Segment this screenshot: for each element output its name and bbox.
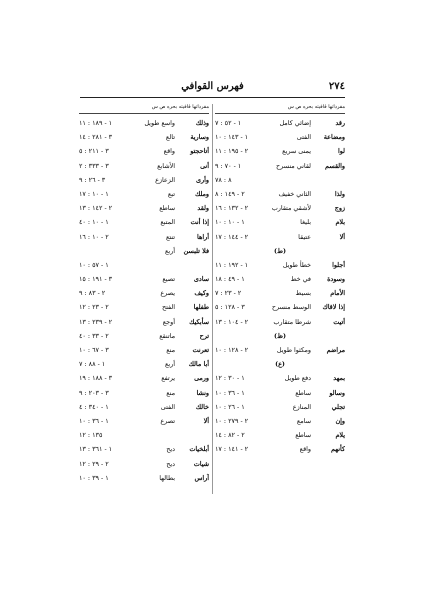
entry-word: طفلها (193, 303, 209, 312)
index-row (215, 300, 345, 314)
entry-word: سأبكيك (189, 317, 209, 326)
entry-word: وسارية (190, 133, 209, 142)
index-row (79, 244, 209, 258)
index-row (79, 159, 209, 173)
entry-rhyme: واسع طويل (144, 119, 175, 127)
entry-word: أنى (200, 161, 209, 170)
entry-reference: ٣ - ٦٧ : ١٠ (79, 346, 109, 354)
entry-reference: ٣ - ٢٦ : ٩ (79, 175, 106, 184)
entry-word: شيات (193, 459, 209, 468)
entry-reference: ١ - ١٨٩ : ١١ (79, 119, 113, 127)
index-row (79, 201, 209, 215)
entry-reference: ١ - ١٩٢ : ١١ (215, 260, 249, 269)
entry-word: بمهد (333, 374, 345, 383)
entry-reference: ٢ - ١٠ : ١٦ (79, 232, 109, 241)
entry-rhyme: تبع (167, 189, 175, 198)
entry-rhyme: ديح (166, 445, 175, 454)
entry-reference: ٢ - ١٠٤ : ١٣ (215, 317, 249, 326)
entry-rhyme: شرطا متقارب (273, 317, 311, 326)
entry-word: أتيت (333, 317, 345, 326)
entry-word: خالك (195, 402, 209, 411)
entry-rhyme: واقع (299, 445, 311, 454)
entry-word: زوج (334, 204, 345, 213)
index-row (215, 286, 345, 300)
index-row (79, 315, 209, 329)
entry-word: وملك (194, 189, 209, 198)
entry-reference: ١ - ١٠ : ١٧ (79, 189, 109, 198)
entry-rhyme: الفتى (296, 133, 311, 142)
entry-reference: ٢ - ١٢٨ : ١٠ (215, 346, 249, 354)
entry-word: يلام (335, 431, 345, 440)
entry-rhyme: الوسط منسرح (271, 303, 311, 312)
entry-rhyme: الثاني خفيف (278, 189, 311, 198)
entry-word: ألا (203, 416, 209, 425)
entry-word (179, 258, 209, 272)
entry-rhyme: ساطع (295, 388, 311, 397)
entry-rhyme: يصرع (160, 289, 175, 298)
entry-word: تجلي (331, 402, 345, 411)
entry-reference: ٢ - ٢٧٩ : ١٠ (215, 416, 249, 425)
entry-rhyme: خطأ طويل (282, 260, 311, 269)
entry-rhyme: دفع طويل (284, 374, 311, 383)
entry-rhyme: المتبع (160, 218, 175, 227)
entry-word: وذلك (195, 119, 209, 127)
entry-reference: ٢ - ٨٣ : ٩ (79, 289, 106, 298)
rows-left (79, 116, 209, 485)
column-header: مفرداتها قافيته بحره ص س (79, 104, 209, 114)
index-row (215, 343, 345, 357)
entry-rhyme: أربع (164, 246, 175, 255)
entry-reference: ٢ - ٣٣ : ٤٠ (79, 331, 109, 340)
index-row (79, 272, 209, 286)
entry-word: ألا (339, 232, 345, 241)
entry-reference: ٢ - ١٤٩ : ٨ (215, 189, 245, 198)
index-column-right (215, 104, 345, 494)
index-row (215, 230, 345, 244)
index-row (79, 300, 209, 314)
entry-reference: ١ - ٣٦ : ١٠ (79, 416, 109, 425)
entry-reference: ٢ - ١٣٢ : ١٦ (215, 204, 249, 213)
entry-rhyme: ساطع (159, 204, 175, 213)
entry-reference: ١ - ٣٠ : ١٢ (215, 374, 245, 383)
entry-rhyme: المنازع (292, 402, 311, 411)
entry-word: ومضاعة (323, 133, 345, 142)
entry-reference: ١ - ٥٢ : ٧ (215, 119, 242, 127)
entry-reference: ١ - ١٤٣ : ١٠ (215, 133, 249, 142)
entry-reference: ٣ - ١٩١ : ١٥ (79, 275, 113, 284)
entry-reference: ٣ - ٢٠٣ : ٩ (79, 388, 109, 397)
index-row (215, 414, 345, 428)
entry-reference: ٢ - ١٤٤ : ١٧ (215, 232, 249, 241)
index-row (79, 442, 209, 456)
index-row (79, 173, 209, 187)
entry-word: وسودة (327, 275, 345, 284)
entry-rhyme: واقع (163, 147, 175, 156)
entry-word: إذا أنت (190, 218, 209, 227)
entry-word: سادى (193, 275, 209, 284)
entry-rhyme: يمنى سريع (282, 147, 311, 156)
entry-reference: ٢ - ١٤١ : ١٧ (215, 445, 249, 454)
index-row (79, 400, 209, 414)
entry-word: وأرى (196, 175, 209, 184)
entry-reference: ٣ - ٢١١ : ٥ (79, 147, 109, 156)
entry-rhyme: أوجع (162, 317, 175, 326)
entry-word: مراضم (326, 346, 345, 354)
entry-reference: ٣ - ١٨٨ : ١٩ (79, 374, 113, 383)
index-row (215, 315, 345, 329)
entry-reference: ١ - ٣٤٠ : ٤ (79, 402, 109, 411)
entry-reference: ١ - ٤٩ : ١٨ (215, 275, 245, 284)
entry-rhyme: لقاني منسرح (276, 161, 311, 170)
index-row (215, 215, 345, 229)
entry-rhyme: لأشقي متقارب (271, 204, 311, 213)
index-row (79, 215, 209, 229)
entry-rhyme: أربع (164, 360, 175, 369)
index-row (79, 371, 209, 385)
entry-word: وسالو (329, 388, 345, 397)
entry-rhyme: تنتع (165, 232, 175, 241)
entry-reference: ٢ - ١٤٢ : ١٣ (79, 204, 113, 213)
entry-reference: ٢ - ٢٩ : ١٢ (79, 459, 109, 468)
entry-rhyme: الفتى (160, 402, 175, 411)
index-row (215, 187, 345, 201)
page-header (80, 81, 345, 98)
index-row (215, 116, 345, 130)
entry-rhyme: في خط (290, 275, 311, 284)
entry-reference: ١ - ٨٨ : ٧ (79, 360, 106, 369)
index-row (79, 258, 209, 272)
entry-rhyme: عتيقا (298, 232, 311, 241)
entry-rhyme: تصرع (160, 416, 175, 425)
index-row (215, 144, 345, 158)
entry-word: بلام (335, 218, 345, 227)
index-row (215, 400, 345, 414)
entry-rhyme: يرتفع (161, 374, 175, 383)
entry-reference: ١ - ٣٦١ : ١٣ (79, 445, 113, 454)
entry-reference: ٢ - ١٩٥ : ١١ (215, 147, 249, 156)
page-number: ٢٧٤ (328, 81, 345, 92)
index-row (79, 116, 209, 130)
entry-reference: ١ - ١٠ : ١٠ (215, 218, 245, 227)
entry-reference: ٨ : ٧٨ (215, 175, 232, 184)
column-divider (212, 104, 213, 494)
entry-rhyme: الفتح (161, 303, 175, 312)
entry-word (179, 428, 209, 442)
entry-rhyme: بليغا (300, 218, 311, 227)
entry-rhyme: الزعازع (155, 175, 175, 184)
entry-rhyme: ديح (166, 459, 175, 468)
entry-reference: ٣ - ٣٣٣ : ٢ (79, 161, 109, 170)
entry-reference: ٢ - ٨٢ : ١٤ (215, 431, 245, 440)
entry-rhyme: منع (166, 388, 175, 397)
entry-reference: ١ - ٣٩ : ١٠ (79, 473, 109, 482)
index-row (215, 386, 345, 400)
entry-rhyme: بسيط (295, 289, 311, 298)
entry-reference: ١ - ١٠ : ٤٠ (79, 218, 109, 227)
entry-reference (79, 244, 139, 258)
entry-word: والقسم (325, 161, 345, 170)
index-row (79, 471, 209, 485)
entry-word: أبلخيات (189, 445, 209, 454)
entry-reference: ٣ - ١٢٨ : ٥ (215, 303, 245, 312)
index-row (215, 371, 345, 385)
entry-word: أراها (197, 232, 209, 241)
column-header: مفرداتها قافيته بحره ص س (215, 104, 345, 114)
index-row (79, 343, 209, 357)
index-row (215, 428, 345, 442)
entry-reference: ٣ - ٢٨١ : ١٤ (79, 133, 113, 142)
entry-word: أتاحجتو (190, 147, 209, 156)
index-row (215, 130, 345, 144)
index-row (215, 159, 345, 173)
index-row (215, 173, 345, 187)
entry-word: فلا تلبسن (183, 246, 209, 255)
entry-rhyme: بطالها (159, 473, 175, 482)
entry-rhyme: ومكثوا طويل (276, 346, 311, 354)
entry-reference: ٢ - ٢٣ : ١٢ (79, 303, 109, 312)
entry-reference: ١ - ٥٧ : ١٠ (79, 260, 109, 269)
entry-word: وإن (335, 416, 345, 425)
index-row (79, 230, 209, 244)
section-letter: (ط) (274, 246, 286, 255)
index-row (79, 286, 209, 300)
entry-word: إذا لاقاك (322, 303, 345, 312)
index-row (79, 386, 209, 400)
index-row (215, 442, 345, 456)
section-letter: (ع) (275, 360, 285, 369)
section-letter: (ظ) (274, 331, 286, 340)
entry-word (315, 173, 345, 187)
page-title: فهرس القوافي (181, 81, 244, 92)
index-row (79, 329, 209, 343)
index-row (215, 258, 345, 272)
entry-reference: ١ - ٧٠ : ٩ (215, 161, 242, 170)
entry-word: تعرنت (192, 346, 209, 354)
entry-word: ولقد (197, 204, 209, 213)
entry-rhyme (143, 258, 175, 272)
index-row (79, 414, 209, 428)
index-row (79, 144, 209, 158)
entry-word: ترح (199, 331, 209, 340)
entry-reference: ٢ - ٢٣ : ٧ (215, 289, 242, 298)
entry-word: أبا مالك (188, 360, 209, 369)
entry-word: ونشا (196, 388, 209, 397)
entry-word: أجلوا (332, 260, 345, 269)
entry-rhyme: إضائي كامل (279, 119, 311, 127)
rows-right (215, 116, 345, 457)
entry-word: رقد (335, 119, 345, 127)
index-row (215, 272, 345, 286)
index-column-left (79, 104, 209, 494)
entry-rhyme: تالع (165, 133, 175, 142)
entry-word: كأنهم (331, 445, 345, 454)
entry-rhyme: ماتنقع (159, 331, 175, 340)
entry-rhyme: تصيع (162, 275, 175, 284)
entry-word: ولذا (334, 189, 345, 198)
index-row (79, 187, 209, 201)
entry-word: وكيف (194, 289, 209, 298)
index-row (79, 357, 209, 371)
entry-word: لوا (337, 147, 345, 156)
entry-rhyme: سامع (296, 416, 311, 425)
entry-word: آراس (194, 473, 209, 482)
index-row (79, 130, 209, 144)
index-row (215, 201, 345, 215)
entry-rhyme (279, 173, 311, 187)
entry-reference: ١ - ٣٦ : ١٠ (215, 388, 245, 397)
entry-word: الأمام (330, 289, 345, 298)
entry-reference: ٢ - ٢٣٩ : ١٣ (79, 317, 113, 326)
entry-rhyme: منع (166, 346, 175, 354)
entry-rhyme: الأشابع (157, 161, 175, 170)
entry-reference: ١٣٥ : ١٢ (79, 431, 103, 440)
index-row (79, 428, 209, 442)
index-row (79, 457, 209, 471)
entry-rhyme: ساطع (295, 431, 311, 440)
entry-rhyme (143, 428, 175, 442)
entry-reference: ١ - ٢٦ : ١٠ (215, 402, 245, 411)
entry-word: ورمى (194, 374, 209, 383)
